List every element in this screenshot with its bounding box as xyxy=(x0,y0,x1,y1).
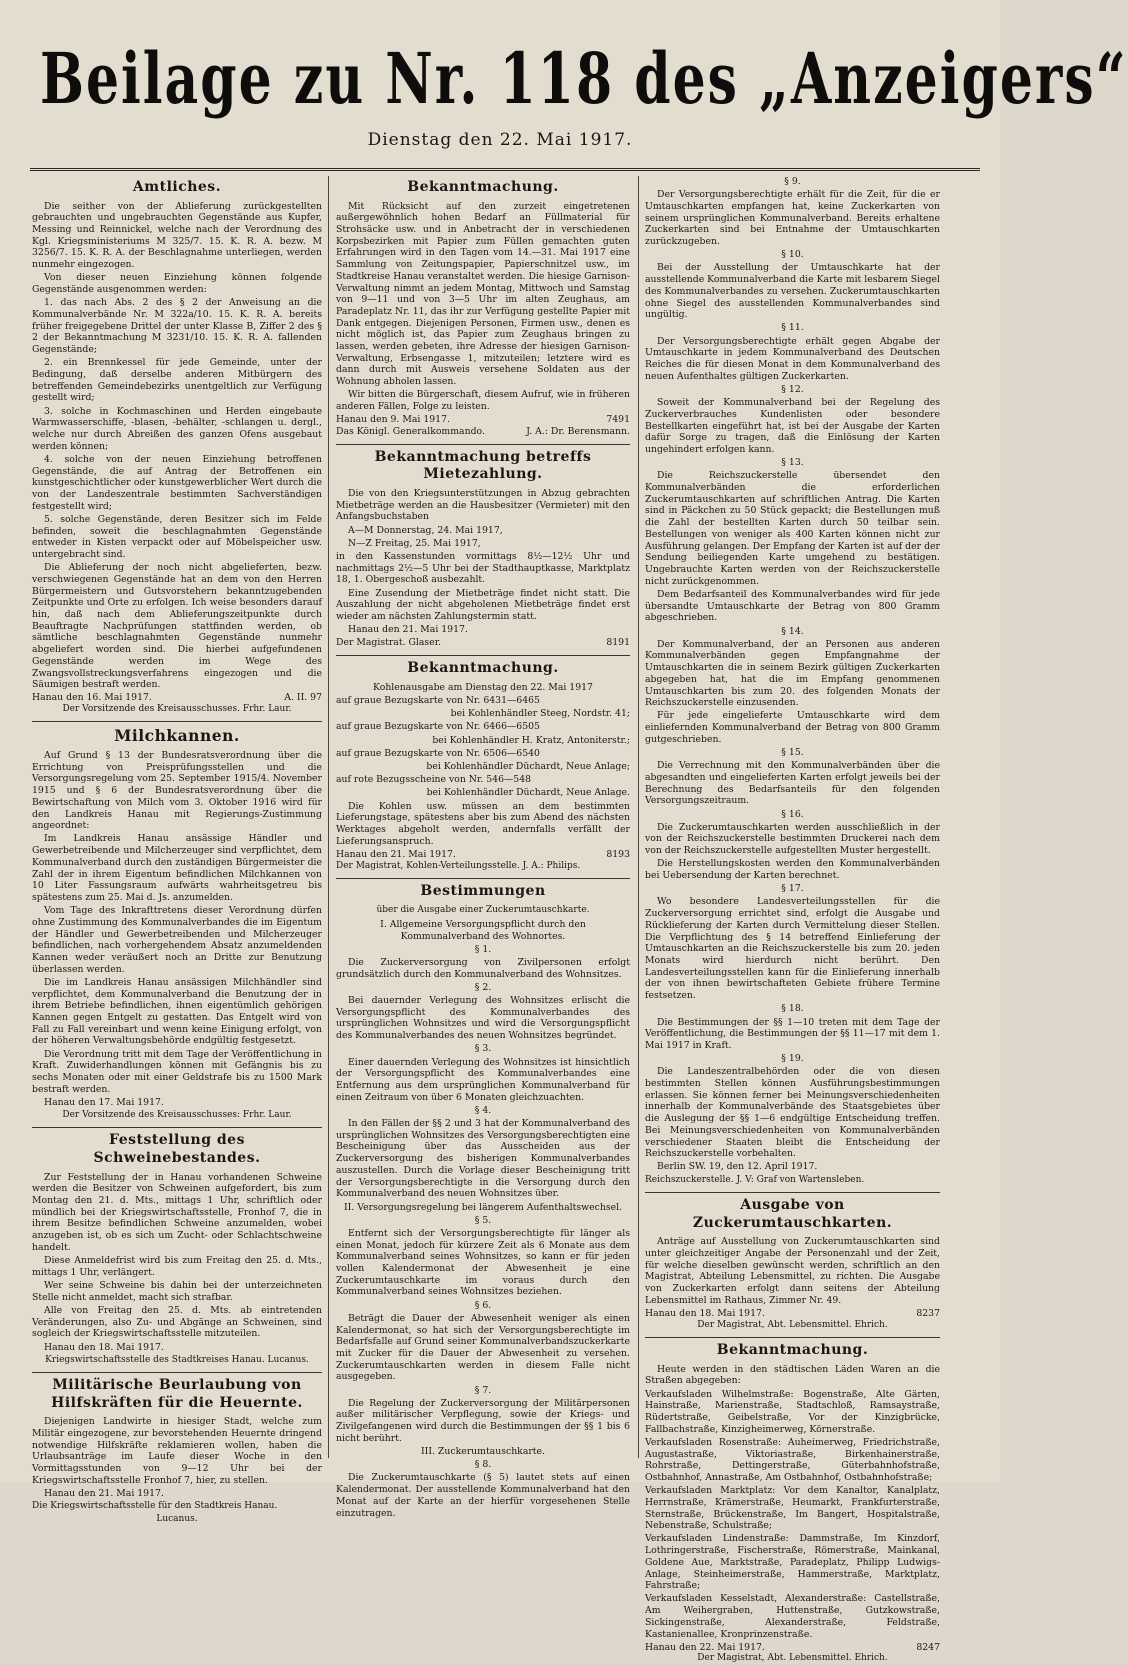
paragraph: Im Landkreis Hanau ansässige Händler und Gewerbetreibende und Milcherzeuger sind verpflichtet, dem Kommunalverband durch den zuständigen Bürgermeister die Zahl der in ihrem Eigentum befindlichen Milchkannen von 10 Liter Fassungsraum aufwärts wahrheitsgetreu bis spätestens zum 25. Mai d. Js. anzumelden. xyxy=(32,833,322,903)
reference-number: A. II. 97 xyxy=(284,692,322,704)
list-item: bei Kohlenhändler Steeg, Nordstr. 41; xyxy=(450,708,630,720)
date: Hanau den 21. Mai 1917. xyxy=(44,1488,164,1500)
paragraph: Mit Rücksicht auf den zurzeit eingetretenen außergewöhnlich hohen Bedarf an Füllmaterial für Strohsäcke usw. und in Anbetracht der in verschiedenen Korpsbezirken mit Papier zum Füllen gemachten guten Erfahrungen wird in den Tagen vom 14.—31. Mai 1917 eine Sammlung von Zeitungspapier, Papierschnitzel usw., im Stadtkreise Hanau veranstaltet werden. Die hiesige Garnison-Verwaltung nimmt an jedem Montag, Mittwoch und Samstag von 9—11 und von 3—5 Uhr im alten Zeughaus, am Paradeplatz Nr. 11, das ihr zur Verfügung gestellte Papier mit Dank entgegen. Diejenigen Personen, Firmen usw., denen es nicht möglich ist, das Papier zum Zeughaus bringen zu lassen, werden gebeten, ihre Adresse der hiesigen Garnison-Verwaltung, Erbsengasse 1, mitzuteilen; letztere wird es dann durch mit Ausweis versehene Soldaten aus der Wohnung abholen lassen. xyxy=(336,200,630,388)
signature: Das Königl. Generalkommando. xyxy=(336,425,485,437)
signature: J. A.: Dr. Berensmann. xyxy=(526,425,630,437)
subheading: Kohlenausgabe am Dienstag den 22. Mai 1917 xyxy=(373,681,593,693)
section-heading: II. Versorgungsregelung bei längerem Aufenthaltswechsel. xyxy=(343,1201,623,1213)
paragraph: Die Zuckerumtauschkarten werden ausschließlich in der von der Reichszuckerstelle bestimmten Druckerei nach dem von der Reichszuckerstelle aufgestellten Muster hergestellt. xyxy=(645,821,940,857)
paragraph: Die seither von der Ablieferung zurückgestellten gebrauchten und ungebrauchten Gegenstände aus Kupfer, Messing und Reinnickel, welche nach der Verordnung des Kgl. Kriegsministeriums M 325/7. 15. K. R. A. bezw. M 3256/7. 15. K. R. A. der Beschlagnahme unterliegen, werden nunmehr eingezogen. xyxy=(32,200,322,271)
date: Hanau den 9. Mai 1917. xyxy=(336,414,450,426)
paragraph: Die Landeszentralbehörden oder die von diesen bestimmten Stellen können Ausführungsbestimmungen erlassen. Sie können ferner bei Meinungsverschiedenheiten innerhalb der Kommunalverbände des Staatsgebietes über die Auslegung der §§ 1—6 endgültige Entscheidung treffen. Bei Meinungsverschiedenheiten von Kommunalverbänden verschiedener Staaten bleibt die Entscheidung der Reichszuckerstelle vorbehalten. xyxy=(645,1066,940,1160)
article-bekanntmachung-waren xyxy=(645,1342,940,1665)
masthead-title: Beilage zu Nr. 118 des „Anzeigers“ xyxy=(40,38,1128,121)
signature: Der Magistrat. Glaser. xyxy=(336,637,442,649)
reference-number: 8193 xyxy=(606,848,630,860)
paragraph-number: § 10. xyxy=(781,249,804,261)
divider xyxy=(32,721,322,722)
paragraph-number: § 5. xyxy=(474,1214,492,1226)
paragraph: Zur Feststellung der in Hanau vorhandenen Schweine werden die Besitzer von Schweinen aufgefordert, bis zum Montag den 21. d. Mts., mittags 1 Uhr, schriftlich oder mündlich bei der Kriegswirtschaftsstelle, Fronhof 7, die in ihrem Besitze befindlichen Schweine anzumelden, wobei anzugeben ist, ob es sich um Zucht- oder Schlachtschweine handelt. xyxy=(32,1171,322,1253)
signature: Der Magistrat, Kohlen-Verteilungsstelle. J. A.: Philips. xyxy=(336,860,581,871)
date-line xyxy=(32,692,322,704)
paragraph: in den Kassenstunden vormittags 8½—12½ Uhr und nachmittags 2½—5 Uhr bei der Stadthauptkasse, Marktplatz 18, 1. Obergeschoß ausbezahlt. xyxy=(336,550,630,586)
paragraph: Eine Zusendung der Mietbeträge findet nicht statt. Die Auszahlung der nicht abgeholenen Mietbeträge findet erst wieder am nächsten Zahlungstermin statt. xyxy=(336,587,630,622)
date-line xyxy=(336,849,630,861)
paragraph-number: § 13. xyxy=(781,457,804,469)
article-kohlenausgabe xyxy=(336,660,630,872)
paragraph-number: § 6. xyxy=(474,1299,492,1311)
paragraph-number: § 19. xyxy=(781,1053,804,1065)
paragraph: Beträgt die Dauer der Abwesenheit weniger als einen Kalendermonat, so hat sich der Versorgungsberechtigte im Bedarfsfalle auf Grund seiner Kommunalverbandszuckerkarte mit Zucker für die Dauer der Abwesenheit zu versehen. Zuckerumtauschkarten werden in diesem Falle nicht ausgegeben. xyxy=(336,1312,630,1383)
list-item: Verkaufsladen Lindenstraße: Dammstraße, Im Kinzdorf, Lothringerstraße, Fischerstraße, Römerstraße, Mainkanal, Goldene Aue, Marktstraße, Paradeplatz, Philipp Ludwigs-Anlage, Steinheimerstraße, Hammerstraße, Marktplatz, Fahrstraße; xyxy=(645,1533,940,1592)
date: Hanau den 16. Mai 1917. xyxy=(32,692,152,704)
paragraph: Von dieser neuen Einziehung können folgende Gegenstände ausgenommen werden: xyxy=(32,272,322,296)
article-title: Bekanntmachung. xyxy=(407,179,559,195)
paragraph-number: § 15. xyxy=(781,747,804,759)
article-title: Ausgabe von Zuckerumtauschkarten. xyxy=(692,1196,893,1231)
divider xyxy=(645,1192,940,1193)
paragraph: Für jede eingelieferte Umtauschkarte wird dem einliefernden Kommunalverband der Betrag von 800 Gramm gutgeschrieben. xyxy=(645,710,940,745)
list-item: N—Z Freitag, 25. Mai 1917, xyxy=(348,537,481,549)
paragraph-number: § 3. xyxy=(474,1043,492,1055)
paragraph: Die Ablieferung der noch nicht abgelieferten, bezw. verschwiegenen Gegenstände hat an dem von den Herren Bürgermeistern und Gutsvorstehern bekanntzugebenden Zeitpunkte und Orte zu erfolgen. Ich weise besonders darauf hin, daß nach dem Ablieferungszeitpunkte durch Beauftragte Nachprüfungen stattfinden werden, ob sämtliche beschlagnahmten Gegenstände nunmehr abgeliefert worden sind. Die hierbei aufgefundenen Gegenstände werden im Wege des Zwangsvollstreckungsverfahrens eingezogen und die Säumigen bestraft werden. xyxy=(32,562,322,691)
paragraph: Der Kommunalverband, der an Personen aus anderen Kommunalverbänden gegen Empfangnahme der Umtauschkarten die in seinem Bezirk gültigen Zuckerkarten abgegeben hat, hat die im Empfang genommenen Umtauschkarten bis zum 20. des folgenden Monats der Reichszuckerstelle einzusenden. xyxy=(645,638,940,709)
paragraph: Auf Grund § 13 der Bundesratsverordnung über die Errichtung von Preisprüfungsstellen und die Versorgungsregelung vom 25. September 1915/4. November 1915 und § 6 der Bundesratsverordnung über die Bewirtschaftung von Milch vom 3. Oktober 1916 wird für den Landkreis Hanau mit Regierungs-Zustimmung angeordnet: xyxy=(32,750,322,832)
reference-number: 7491 xyxy=(606,414,630,426)
signature-line xyxy=(336,637,630,649)
column-divider xyxy=(638,176,639,1458)
list-item: auf rote Bezugsscheine von Nr. 546—548 xyxy=(336,774,532,786)
article-bestimmungen xyxy=(336,883,630,1519)
paragraph: Anträge auf Ausstellung von Zuckerumtauschkarten sind unter gleichzeitiger Angabe der Personenzahl und der Zeit, für welche dieselben gewünscht werden, schriftlich an den Magistrat, Abteilung Lebensmittel, zu richten. Die Ausgabe von Zuckerkarten erfolgt dann seitens der Abteilung Lebensmittel im Rathaus, Zimmer Nr. 49. xyxy=(645,1236,940,1306)
list-item: 2. ein Brennkessel für jede Gemeinde, unter der Bedingung, daß derselbe anderen Mitbürgern des betreffenden Gemeindebezirks unentgeltlich zur Verfügung gestellt wird; xyxy=(32,357,322,404)
article-milchkannen xyxy=(32,726,322,1121)
column-middle xyxy=(336,176,630,1519)
signature: Kriegswirtschaftsstelle des Stadtkreises Hanau. Lucanus. xyxy=(45,1354,309,1365)
paragraph: Die Regelung der Zuckerversorgung der Militärpersonen außer militärischer Verpflegung, sowie der Kriegs- und Zivilgefangenen wird durch die Bestimmungen der §§ 1 bis 6 nicht berührt. xyxy=(336,1397,630,1444)
paragraph-number: § 18. xyxy=(781,1003,804,1015)
section-heading: I. Allgemeine Versorgungspflicht durch den Kommunalverband des Wohnortes. xyxy=(380,918,586,942)
list-item: 5. solche Gegenstände, deren Besitzer sich im Felde befinden, soweit die beschlagnahmten Gegenstände entweder in Kisten verpackt oder auf Möbelspeicher usw. untergebracht sind. xyxy=(32,513,322,561)
article-title: Bekanntmachung. xyxy=(716,1341,869,1358)
reference-number: 8191 xyxy=(606,637,630,649)
masthead-date: Dienstag den 22. Mai 1917. xyxy=(367,130,633,150)
section-heading: III. Zuckerumtauschkarte. xyxy=(420,1446,545,1458)
paragraph: Wir bitten die Bürgerschaft, diesem Aufruf, wie in früheren anderen Fällen, Folge zu leisten. xyxy=(336,389,630,413)
signature: Reichszuckerstelle. J. V: Graf von Wartensleben. xyxy=(645,1174,865,1185)
paragraph: Wer seine Schweine bis dahin bei der unterzeichneten Stelle nicht anmeldet, macht sich strafbar. xyxy=(32,1280,322,1303)
date-line xyxy=(645,1308,940,1320)
paragraph-number: § 4. xyxy=(474,1104,492,1116)
column-divider xyxy=(328,176,329,1458)
column-right xyxy=(645,176,940,1664)
date: Hanau den 17. Mai 1917. xyxy=(44,1096,164,1108)
list-item: auf graue Bezugskarte von Nr. 6466—6505 xyxy=(336,721,540,733)
article-title: Amtliches. xyxy=(132,179,222,195)
paragraph: Wo besondere Landesverteilungsstellen für die Zuckerversorgung errichtet sind, erfolgt die Ausgabe und Rücklieferung der Karten durch Vermittelung dieser Stellen. Die Verpflichtung des § 14 betreffend Einlieferung der Umtauschkarten an die Reichszuckerstelle bis zum 20. jeden Monats wird hierdurch nicht berührt. Den Landesverteilungsstellen kann für die Einlieferung innerhalb der von ihnen bewirtschafteten Gebiete frühere Termine festsetzen. xyxy=(645,896,940,1002)
list-item: bei Kohlenhändler H. Kratz, Antoniterstr.; xyxy=(432,734,630,746)
divider xyxy=(336,444,630,445)
paragraph-number: § 16. xyxy=(781,808,804,820)
paragraph: Heute werden in den städtischen Läden Waren an die Straßen abgegeben: xyxy=(645,1363,940,1387)
paragraph-number: § 7. xyxy=(474,1384,492,1396)
paragraph: Entfernt sich der Versorgungsberechtigte für länger als einen Monat, jedoch für kürzere Zeit als 6 Monate aus dem Kommunalverband seines Wohnsitzes, so kann er für jeden vollen Kalendermonat der Abwesenheit je eine Zuckerumtauschkarte im voraus durch den Kommunalverband seines Wohnsitzes beziehen. xyxy=(336,1227,630,1298)
article-ausgabe-zuckerumtauschkarten xyxy=(645,1197,940,1331)
paragraph: Die Verrechnung mit den Kommunalverbänden über die abgesandten und eingelieferten Karten erfolgt jeweils bei der Berechnung des Bedarfsanteils für den folgenden Versorgungszeitraum. xyxy=(645,760,940,807)
paragraph-number: § 12. xyxy=(781,383,804,395)
list-item: bei Kohlenhändler Düchardt, Neue Anlage. xyxy=(426,787,630,799)
paragraph-number: § 1. xyxy=(474,943,492,955)
date: Berlin SW. 19, den 12. April 1917. xyxy=(657,1161,818,1173)
paragraph: Soweit der Kommunalverband bei der Regelung des Zuckerverbrauches Kundenlisten oder besondere Bestellkarten eingeführt hat, ist bei der Ausgabe der Karten dafür Sorge zu tragen, daß die Einlösung der Karten ungehindert erfolgen kann. xyxy=(645,397,940,455)
signature: Der Vorsitzende des Kreisausschusses: Frhr. Laur. xyxy=(62,1110,292,1121)
article-bekanntmachung-papier xyxy=(336,179,630,438)
signature: Die Kriegswirtschaftsstelle für den Stadtkreis Hanau. xyxy=(32,1501,278,1512)
paragraph: Die von den Kriegsunterstützungen in Abzug gebrachten Mietbeträge werden an die Hausbesitzer (Vermieter) mit den Anfangsbuchstaben xyxy=(336,487,630,523)
list-item: Verkaufsladen Wilhelmstraße: Bogenstraße, Alte Gärten, Hainstraße, Marienstraße, Stadtschloß, Ramsaystraße, Rüdertstraße, Geibelstraße, Vor der Kinzigbrücke, Fallbachstraße, Kinzigheimerweg, Körnerstraße. xyxy=(645,1388,940,1435)
paragraph-number: § 8. xyxy=(474,1459,492,1471)
list-item: A—M Donnerstag, 24. Mai 1917, xyxy=(348,524,503,536)
paragraph: Bei dauernder Verlegung des Wohnsitzes erlischt die Versorgungspflicht des Kommunalverbandes des ursprünglichen Wohnsitzes und wird die Versorgungspflicht des Kommunalverbandes des neuen Wohnsitzes begründet. xyxy=(336,995,630,1042)
reference-number: 8247 xyxy=(916,1641,940,1653)
paragraph: Die Reichszuckerstelle übersendet den Kommunalverbänden die erforderlichen Zuckerumtauschkarten auf schriftlichen Antrag. Die Karten sind in Päckchen zu 50 Stück gepackt; die Bestellungen muß die Zahl der bestellten Karten durch 50 teilbar sein. Bestellungen von weniger als 400 Karten können nicht zur Ausführung gelangen. Der Empfang der Karten ist auf der der Sendung beiliegenden Karte umgehend zu bestätigen. Ungebrauchte Karten werden von der Reichszuckerstelle nicht zurückgenommen. xyxy=(645,470,940,587)
article-schweinebestand xyxy=(32,1132,322,1366)
divider xyxy=(32,1127,322,1128)
column-left xyxy=(32,176,322,1525)
date: Hanau den 18. Mai 1917. xyxy=(44,1341,164,1353)
list-item: 4. solche von der neuen Einziehung betroffenen Gegenstände, die auf Antrag der Betroffenen ein kunstgeschichtlicher oder kunstgewerblicher Wert durch die von der Landeszentrale bestimmten Sachverständigen festgestellt wird; xyxy=(32,453,322,512)
paragraph: Dem Bedarfsanteil des Kommunalverbandes wird für jede übersandte Umtauschkarte der Betrag von 800 Gramm abgeschrieben. xyxy=(645,588,940,624)
paragraph: Diese Anmeldefrist wird bis zum Freitag den 25. d. Mts., mittags 1 Uhr, verlängert. xyxy=(32,1255,322,1278)
date: Hanau den 22. Mai 1917. xyxy=(645,1641,765,1653)
divider xyxy=(32,1372,322,1373)
signature: Der Magistrat, Abt. Lebensmittel. Ehrich. xyxy=(697,1319,888,1330)
reference-number: 8237 xyxy=(916,1307,940,1319)
paragraph: Bei der Ausstellung der Umtauschkarte hat der ausstellende Kommunalverband die Karte mit lesbarem Siegel des Kommunalverbandes zu versehen. Zuckerumtauschkarten ohne Siegel des ausstellenden Kommunalverbandes sind ungültig. xyxy=(645,262,940,321)
signature-line xyxy=(336,426,630,438)
signature-name: Lucanus. xyxy=(156,1514,198,1525)
paragraph: Alle von Freitag den 25. d. Mts. ab eintretenden Veränderungen, also Zu- und Abgänge an Schweinen, sind sogleich der Kriegswirtschaftsstelle mitzuteilen. xyxy=(32,1304,322,1340)
date: Hanau den 18. Mai 1917. xyxy=(645,1307,765,1319)
paragraph-number: § 2. xyxy=(474,981,492,993)
masthead-rule xyxy=(30,168,980,171)
paragraph: Vom Tage des Inkrafttretens dieser Verordnung dürfen ohne Zustimmung des Kommunalverbandes die im Eigentum der Händler und Gewerbetreibenden und Milcherzeuger befindlichen, nach vorhergehendem Absatz anzumeldenden Kannen weder veräußert noch an Dritte zur Benutzung überlassen werden. xyxy=(32,905,322,975)
paragraph: Die Verordnung tritt mit dem Tage der Veröffentlichung in Kraft. Zuwiderhandlungen können mit Gefängnis bis zu sechs Monaten oder mit einer Geldstrafe bis zu 1500 Mark bestraft werden. xyxy=(32,1048,322,1095)
date-line xyxy=(645,1642,940,1654)
list-item: Verkaufsladen Rosenstraße: Auheimerweg, Friedrichstraße, Augustastraße, Viktoriastraße, Birkenhainerstraße, Rohrstraße, Dettingerstraße, Güterbahnhofstraße, Ostbahnhof, Annastraße, Am Ostbahnhof, Ostbahnhofstraße; xyxy=(645,1436,940,1483)
divider xyxy=(336,655,630,656)
list-item: bei Kohlenhändler Düchardt, Neue Anlage; xyxy=(426,760,630,772)
article-title: Bestimmungen xyxy=(420,882,546,899)
paragraph: Die Zuckerumtauschkarte (§ 5) lautet stets auf einen Kalendermonat. Der ausstellende Kommunalverband hat den Monat auf der Karte an der hierfür vorgesehenen Stelle einzutragen. xyxy=(336,1472,630,1519)
paragraph: Der Versorgungsberechtigte erhält gegen Abgabe der Umtauschkarte in jedem Kommunalverband des Deutschen Reiches die für diesen Monat in dem Kommunalverband des neuen Aufenthaltes gültigen Zuckerkarten. xyxy=(645,335,940,382)
list-item: Verkaufsladen Marktplatz: Vor dem Kanaltor, Kanalplatz, Herrnstraße, Krämerstraße, Heumarkt, Frankfurterstraße, Sternstraße, Brückenstraße, Im Bangert, Hospitalstraße, Nebenstraße, Schulstraße; xyxy=(645,1485,940,1532)
signature: Der Magistrat, Abt. Lebensmittel. Ehrich. xyxy=(697,1653,888,1664)
list-item: Verkaufsladen Kesselstadt, Alexanderstraße: Castellstraße, Am Weihergraben, Huttenstraße, Gutzkowstraße, Sickingenstraße, Alexanderstraße, Feldstraße, Kastanienallee, Kronprinzenstraße. xyxy=(645,1593,940,1640)
paragraph: Der Versorgungsberechtigte erhält für die Zeit, für die er Umtauschkarten empfangen hat, keine Zuckerkarten von seinem ursprünglichen Kommunalverband. Bereits erhaltene Zuckerkarten sind bei Entnahme der Umtauschkarten zurückzugeben. xyxy=(645,189,940,248)
divider xyxy=(645,1337,940,1338)
article-beurlaubung xyxy=(32,1377,322,1525)
signature: Der Vorsitzende des Kreisausschusses. Frhr. Laur. xyxy=(62,704,292,715)
list-item: 3. solche in Kochmaschinen und Herden eingebaute Warmwasserschiffe, -blasen, -behälter, -schlangen u. dergl., welche nur durch Abreißen des ganzen Ofens ausgebaut werden können; xyxy=(32,405,322,452)
paragraph: Die Herstellungskosten werden den Kommunalverbänden bei Uebersendung der Karten berechnet. xyxy=(645,858,940,882)
paragraph: Diejenigen Landwirte in hiesiger Stadt, welche zum Militär eingezogene, zur bevorstehenden Heuernte dringend notwendige Hilfskräfte reklamieren wollen, haben die Urlaubsanträge im Laufe dieser Woche in den Vormittagsstunden von 9—12 Uhr bei der Kriegswirtschaftsstelle Fronhof 7, hier, zu stellen. xyxy=(32,1416,322,1486)
list-item: auf graue Bezugskarte von Nr. 6506—6540 xyxy=(336,747,540,759)
article-subtitle: über die Ausgabe einer Zuckerumtauschkarte. xyxy=(376,904,590,915)
date-line xyxy=(336,414,630,426)
article-bestimmungen-continued xyxy=(645,176,940,1186)
divider xyxy=(336,878,630,879)
paragraph-number: § 17. xyxy=(781,883,804,895)
paragraph-number: § 14. xyxy=(781,625,804,637)
paragraph: In den Fällen der §§ 2 und 3 hat der Kommunalverband des ursprünglichen Wohnsitzes des Versorgungsberechtigten eine Bescheinigung über das Ausscheiden aus der Zuckerversorgung des bisherigen Kommunalverbandes auszustellen. Durch die Vorlage dieser Bescheinigung tritt der Versorgungsberechtigte in die Versorgung durch den Kommunalverband des neuen Wohnsitzes über. xyxy=(336,1118,630,1200)
paragraph-number: § 9. xyxy=(784,176,801,187)
paragraph: Die Bestimmungen der §§ 1—10 treten mit dem Tage der Veröffentlichung, die Bestimmungen der §§ 11—17 mit dem 1. Mai 1917 in Kraft. xyxy=(645,1016,940,1051)
paragraph-number: § 11. xyxy=(781,322,804,334)
article-title: Milchkannen. xyxy=(114,726,240,746)
date: Hanau den 21. Mai 1917. xyxy=(336,848,456,860)
list-item: 1. das nach Abs. 2 des § 2 der Anweisung an die Kommunalverbände Nr. M 322a/10. 15. K. R. A. bereits früher freigegebene Drittel der unter Klasse B, Ziffer 2 des § 2 der Bekanntmachung M 3231/10. 15. K. R. A. fallenden Gegenstände; xyxy=(32,297,322,356)
paragraph: Einer dauernden Verlegung des Wohnsitzes ist hinsichtlich der Versorgungspflicht des Kommunalverbandes eine Entfernung aus dem ursprünglichen Kommunalverband für einen Zeitraum von über 6 Monaten gleichzuachten. xyxy=(336,1056,630,1103)
paragraph: Die Zuckerversorgung von Zivilpersonen erfolgt grundsätzlich durch den Kommunalverband des Wohnsitzes. xyxy=(336,956,630,980)
article-title: Feststellung des Schweinebestandes. xyxy=(93,1132,261,1167)
article-title: Bekanntmachung betreffs Mietezahlung. xyxy=(374,448,592,483)
date: Hanau den 21. Mai 1917. xyxy=(348,624,468,636)
article-title: Bekanntmachung. xyxy=(407,660,559,677)
list-item: auf graue Bezugskarte von Nr. 6431—6465 xyxy=(336,694,540,706)
article-amtliches xyxy=(32,179,322,715)
article-mietezahlung xyxy=(336,449,630,649)
article-title: Militärische Beurlaubung von Hilfskräften für die Heuernte. xyxy=(51,1377,303,1411)
paragraph: Die Kohlen usw. müssen an dem bestimmten Lieferungstage, spätestens aber bis zum Abend des nächsten Werktages abgeholt werden, andernfalls verfällt der Lieferungsanspruch. xyxy=(336,800,630,847)
masthead xyxy=(0,18,1128,168)
paragraph: Die im Landkreis Hanau ansässigen Milchhändler sind verpflichtet, dem Kommunalverband die Benutzung der in ihrem Betriebe befindlichen, ihnen eigentümlich gehörigen Kannen gegen Entgelt zu gestatten. Das Entgelt wird von Fall zu Fall vereinbart und wenn keine Einigung erfolgt, von der höheren Verwaltungsbehörde endgültig festgesetzt. xyxy=(32,976,322,1047)
